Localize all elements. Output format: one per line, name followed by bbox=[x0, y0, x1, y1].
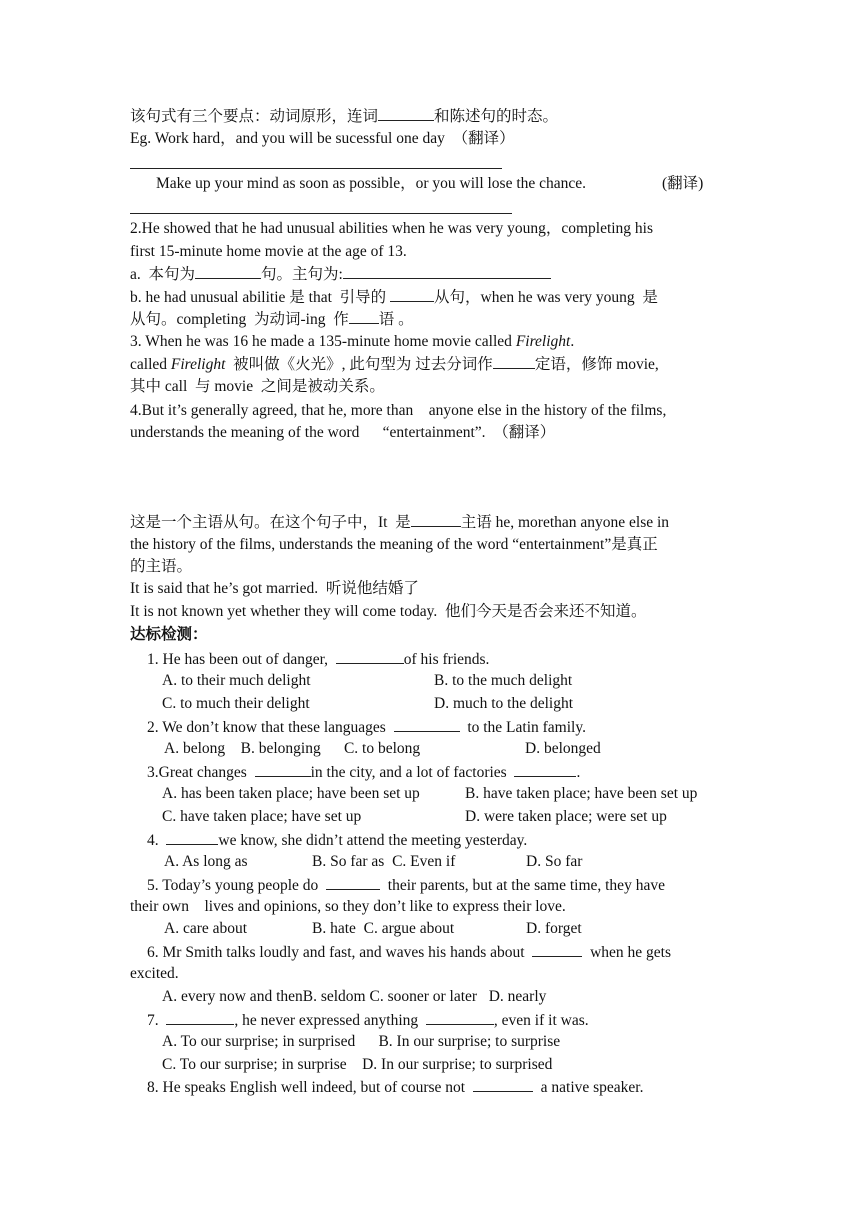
blank bbox=[394, 717, 460, 732]
q3-stem bbox=[147, 762, 580, 783]
q5-stem-b: their parents, but at the same time, they have bbox=[380, 877, 665, 894]
example-2: It is not known yet whether they will come today. 他们今天是否会来还不知道。 bbox=[130, 603, 647, 620]
q2-stem-a: 2. We don’t know that these languages bbox=[147, 719, 394, 736]
item3-line2-tail: 定语，修饰 movie, bbox=[534, 356, 659, 373]
explain-line3: 的主语。 bbox=[130, 558, 193, 575]
q4-stem-a: 4. bbox=[147, 832, 167, 849]
intro-line bbox=[130, 106, 558, 127]
item2-a-mid: 句。主句为: bbox=[261, 266, 343, 283]
q2-stem bbox=[147, 717, 586, 738]
explain-prefix: 这是一个主语从句。在这个句子中，It 是 bbox=[130, 514, 411, 531]
q1-option-c: C. to much their delight bbox=[162, 695, 310, 712]
item2-a bbox=[130, 264, 551, 285]
item2-line2: first 15-minute home movie at the age of 13. bbox=[130, 243, 407, 260]
q2-options: A. belong B. belonging C. to belong bbox=[164, 740, 421, 757]
q8-stem-b: a native speaker. bbox=[532, 1079, 644, 1096]
item3-line2-mid: 被叫做《火光》, 此句型为 过去分词作 bbox=[225, 356, 493, 373]
q2-stem-b: to the Latin family. bbox=[459, 719, 586, 736]
q7-options-ab: A. To our surprise; in surprised B. In our surprise; to surprise bbox=[162, 1033, 561, 1050]
item3-line1 bbox=[130, 332, 574, 352]
q6-stem-b: when he gets bbox=[582, 944, 671, 961]
q4-option-bc: B. So far as C. Even if bbox=[312, 853, 456, 870]
q8-stem-a: 8. He speaks English well indeed, but of course not bbox=[147, 1079, 473, 1096]
blank bbox=[532, 942, 582, 957]
blank bbox=[390, 287, 434, 302]
q4-option-a: A. As long as bbox=[164, 853, 248, 870]
q1-stem-b: of his friends. bbox=[403, 651, 490, 668]
q3-stem-b: in the city, and a lot of factories bbox=[310, 764, 515, 781]
make-up-line: Make up your mind as soon as possible，or you will lose the chance. bbox=[156, 175, 587, 192]
q5-stem-a: 5. Today’s young people do bbox=[147, 877, 327, 894]
item3-tail: . bbox=[570, 333, 575, 350]
film-title: Firelight bbox=[515, 333, 571, 350]
q7-options-cd: C. To our surprise; in surprise D. In our surprise; to surprised bbox=[162, 1056, 553, 1073]
q1-stem bbox=[147, 649, 489, 670]
q4-option-d: D. So far bbox=[526, 853, 583, 870]
item3-prefix: 3. When he was 16 he made a 135-minute home movie called bbox=[130, 333, 516, 350]
blank bbox=[195, 264, 261, 279]
q3-option-c: C. have taken place; have set up bbox=[162, 808, 362, 825]
item3-line2-prefix: called bbox=[130, 356, 171, 373]
q3-option-d: D. were taken place; were set up bbox=[465, 808, 667, 825]
q5-option-bc: B. hate C. argue about bbox=[312, 920, 455, 937]
blank bbox=[326, 875, 380, 890]
q7-stem-b: , he never expressed anything bbox=[234, 1012, 426, 1029]
q3-stem-c: . bbox=[576, 764, 581, 781]
q5-stem bbox=[147, 875, 665, 896]
q6-stem-a: 6. Mr Smith talks loudly and fast, and waves his hands about bbox=[147, 944, 533, 961]
explain-line1 bbox=[130, 512, 669, 533]
eg-line: Eg. Work hard，and you will be sucessful one day （翻译） bbox=[130, 130, 515, 147]
item2-b-prefix: b. he had unusual abilitie 是 that 引导的 bbox=[130, 289, 391, 306]
q7-stem bbox=[147, 1010, 589, 1031]
item4-line1: 4.But it’s generally agreed, that he, more than anyone else in the history of the films, bbox=[130, 402, 667, 419]
blank bbox=[493, 354, 535, 369]
item3-line3: 其中 call 与 movie 之间是被动关系。 bbox=[130, 378, 385, 395]
q1-option-b: B. to the much delight bbox=[434, 672, 573, 689]
explain-line2: the history of the films, understands the meaning of the word “entertainment”是真正 bbox=[130, 536, 658, 553]
item2-b bbox=[130, 287, 658, 308]
q3-stem-a: 3.Great changes bbox=[147, 764, 255, 781]
q2-option-d: D. belonged bbox=[525, 740, 601, 757]
q6-stem bbox=[147, 942, 671, 963]
q4-stem bbox=[147, 830, 527, 851]
blank bbox=[411, 512, 461, 527]
item2-b2-tail: 语 。 bbox=[378, 311, 414, 328]
q1-option-a: A. to their much delight bbox=[162, 672, 311, 689]
translate-hint: (翻译) bbox=[662, 175, 704, 192]
item2-line1: 2.He showed that he had unusual abilities when he was very young，completing his bbox=[130, 220, 654, 237]
q3-option-b: B. have taken place; have been set up bbox=[465, 785, 698, 802]
item2-b-line2 bbox=[130, 309, 414, 330]
blank bbox=[426, 1010, 494, 1025]
blank bbox=[349, 309, 379, 324]
blank bbox=[336, 649, 404, 664]
q8-stem bbox=[147, 1077, 643, 1098]
q6-options: A. every now and thenB. seldom C. sooner or later D. nearly bbox=[162, 988, 547, 1005]
q7-stem-a: 7. bbox=[147, 1012, 167, 1029]
q4-stem-b: we know, she didn’t attend the meeting yesterday. bbox=[218, 832, 528, 849]
blank bbox=[378, 106, 434, 121]
q7-stem-c: , even if it was. bbox=[493, 1012, 589, 1029]
item3-line2 bbox=[130, 354, 659, 375]
item2-a-prefix: a. 本句为 bbox=[130, 266, 196, 283]
blank bbox=[514, 762, 576, 777]
q3-option-a: A. has been taken place; have been set up bbox=[162, 785, 420, 802]
item4-line2: understands the meaning of the word “entertainment”. （翻译） bbox=[130, 424, 556, 441]
test-heading: 达标检测： bbox=[130, 626, 208, 643]
q5-option-d: D. forget bbox=[526, 920, 582, 937]
blank bbox=[166, 1010, 234, 1025]
q6-stem-line2: excited. bbox=[130, 965, 179, 982]
intro-text-tail: 和陈述句的时态。 bbox=[434, 108, 559, 125]
explain-tail: 主语 he, morethan anyone else in bbox=[460, 514, 670, 531]
blank bbox=[343, 264, 551, 279]
q1-stem-a: 1. He has been out of danger, bbox=[147, 651, 336, 668]
item2-b2-prefix: 从句。completing 为动词-ing 作 bbox=[130, 311, 349, 328]
blank bbox=[473, 1077, 533, 1092]
blank bbox=[255, 762, 311, 777]
blank bbox=[166, 830, 218, 845]
item2-b-mid: 从句，when he was very young 是 bbox=[434, 289, 658, 306]
film-title: Firelight bbox=[170, 356, 226, 373]
example-1: It is said that he’s got married. 听说他结婚了 bbox=[130, 580, 419, 597]
q5-option-a: A. care about bbox=[164, 920, 248, 937]
answer-line bbox=[130, 168, 502, 169]
answer-line bbox=[130, 213, 512, 214]
intro-text: 该句式有三个要点：动词原形，连词 bbox=[130, 108, 379, 125]
q1-option-d: D. much to the delight bbox=[434, 695, 574, 712]
q5-stem-line2: their own lives and opinions, so they don’t like to express their love. bbox=[130, 898, 566, 915]
